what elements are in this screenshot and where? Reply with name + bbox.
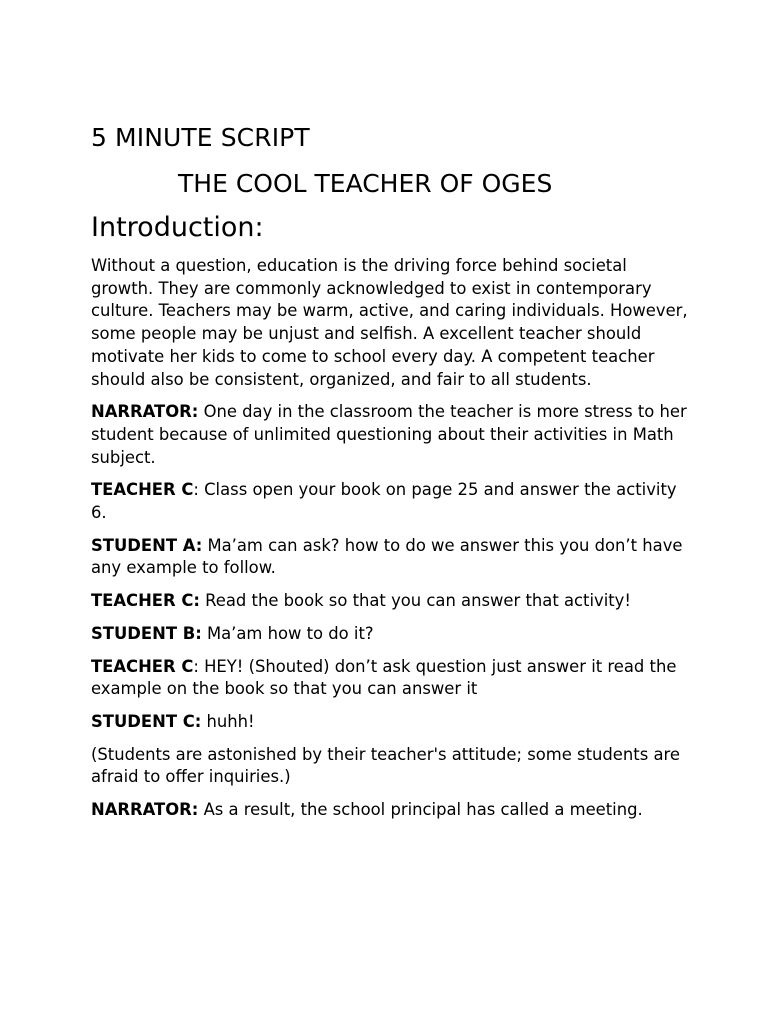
script-line-teacher-1: [91, 479, 688, 524]
line-text: huhh!: [201, 711, 255, 731]
script-line-student-a: [91, 535, 688, 580]
speaker-label: TEACHER C: [91, 480, 194, 500]
speaker-label: STUDENT C:: [91, 711, 202, 731]
script-line-teacher-2: [91, 590, 688, 613]
speaker-label: NARRATOR:: [91, 402, 199, 422]
script-line-teacher-3: [91, 656, 688, 701]
script-line-narrator-2: [91, 799, 688, 822]
line-text: As a result, the school principal has called a meeting.: [198, 800, 643, 820]
script-line-student-c: [91, 711, 688, 734]
script-line-narrator-1: [91, 401, 688, 469]
speaker-label: STUDENT A:: [91, 535, 203, 555]
speaker-label: NARRATOR:: [91, 800, 199, 820]
line-text: (Students are astonished by their teacher's attitude; some students are afraid to offer inquiries.): [91, 744, 680, 787]
speaker-label: STUDENT B:: [91, 623, 202, 643]
speaker-label: TEACHER C:: [91, 591, 200, 611]
introduction-paragraph: Without a question, education is the driving force behind societal growth. They are commonly acknowledged to exist in contemporary culture. Teachers may be warm, active, and caring individuals. However, some people may be unjust and selfish. A excellent teacher should motivate her kids to come to school every day. A competent teacher should also be consistent, organized, and fair to all students.: [91, 256, 688, 389]
line-text: Ma’am how to do it?: [201, 623, 374, 643]
script-subtitle: THE COOL TEACHER OF OGES: [178, 169, 553, 198]
line-text: Ma’am can ask? how to do we answer this you don’t have any example to follow.: [91, 535, 683, 578]
introduction-heading: Introduction:: [91, 212, 264, 243]
script-title: 5 MINUTE SCRIPT: [91, 123, 310, 152]
line-text: : HEY! (Shouted) don’t ask question just answer it read the example on the book so that you can answer it: [91, 656, 677, 699]
script-line-student-b: [91, 623, 688, 646]
stage-direction: [91, 744, 688, 789]
speaker-label: TEACHER C: [91, 656, 194, 676]
line-text: Read the book so that you can answer that activity!: [199, 591, 631, 611]
line-text: One day in the classroom the teacher is more stress to her student because of unlimited questioning about their activities in Math subject.: [91, 402, 687, 467]
line-text: : Class open your book on page 25 and answer the activity 6.: [91, 480, 677, 523]
